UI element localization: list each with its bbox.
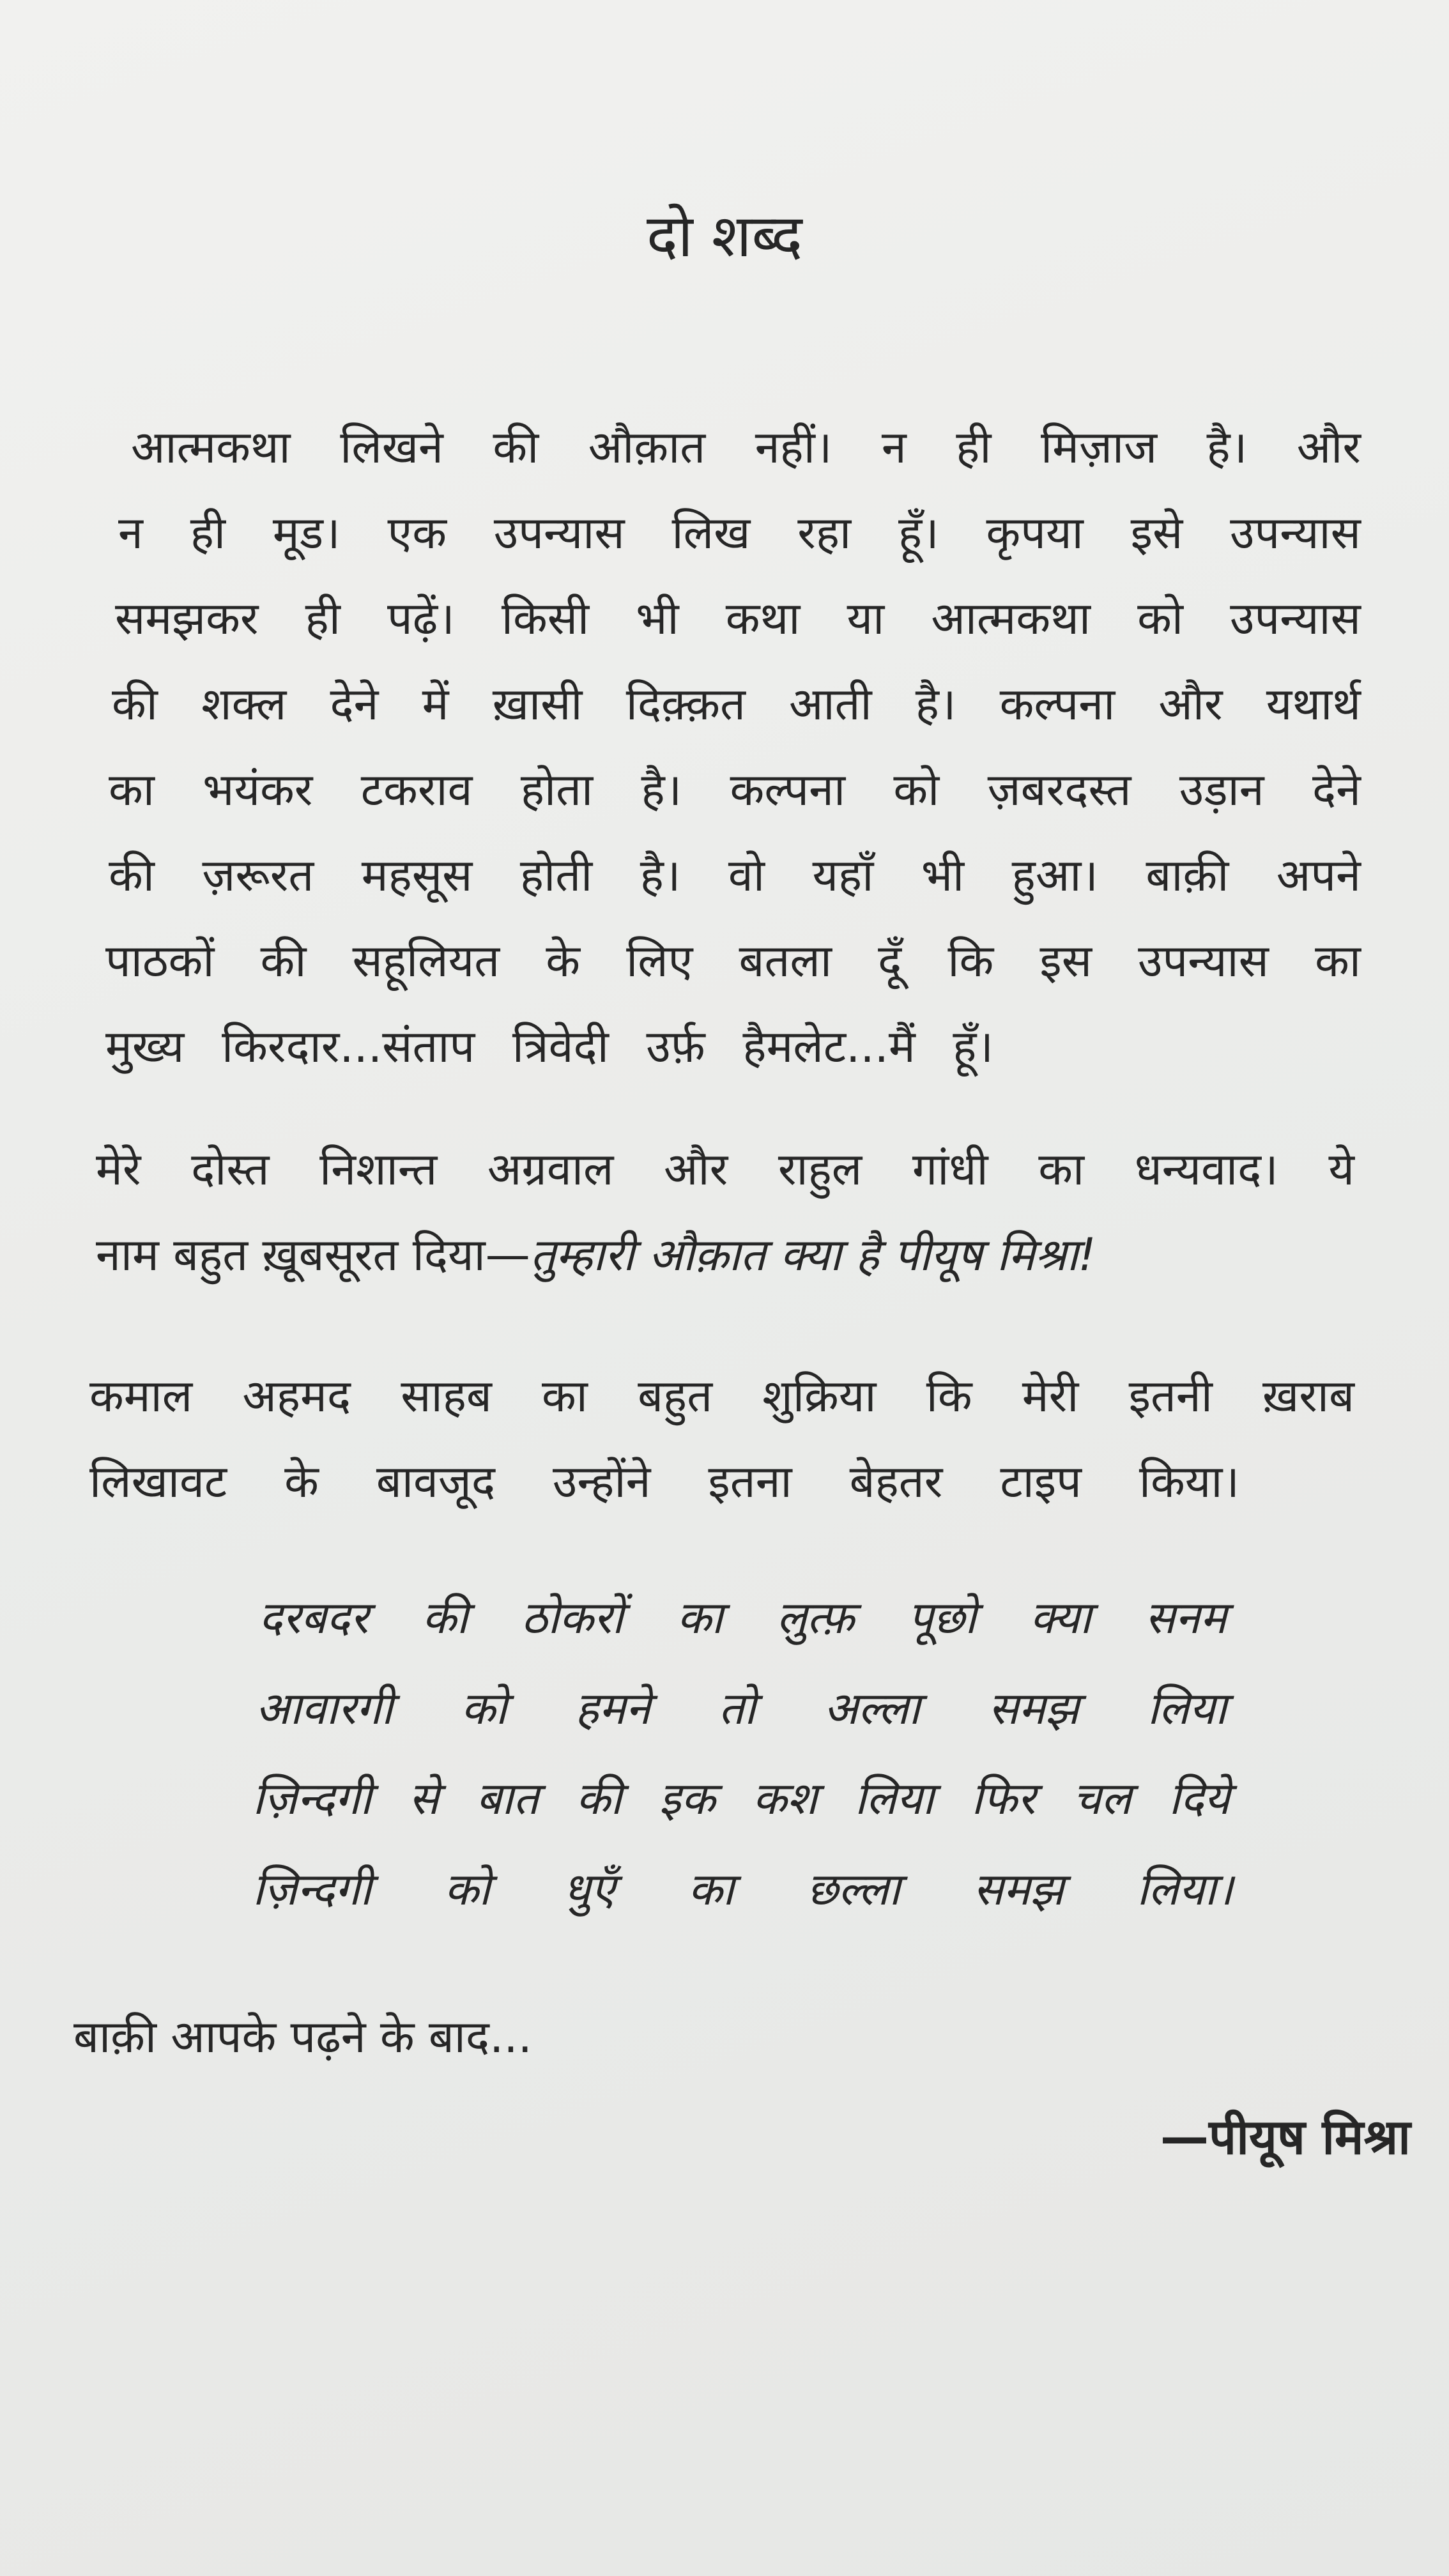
- text-line: न ही मूड। एक उपन्यास लिख रहा हूँ। कृपया इसे उपन्यास: [118, 507, 1361, 559]
- text-line: पाठकों की सहूलियत के लिए बतला दूँ कि इस उपन्यास का: [105, 935, 1361, 987]
- text-line: मुख्य किरदार...संताप त्रिवेदी उर्फ़ हैमलेट...मैं हूँ।: [105, 1020, 993, 1073]
- text-line: आत्मकथा लिखने की औक़ात नहीं। न ही मिज़ाज है। और: [131, 421, 1361, 473]
- text-line: मेरे दोस्त निशान्त अग्रवाल और राहुल गांधी का धन्यवाद। ये: [96, 1143, 1354, 1195]
- poem-line: आवारगी को हमने तो अल्ला समझ लिया: [256, 1682, 1227, 1735]
- text-line: कमाल अहमद साहब का बहुत शुक्रिया कि मेरी इतनी ख़राब: [89, 1370, 1354, 1422]
- closing-line: बाक़ी आपके पढ़ने के बाद...: [73, 2011, 532, 2063]
- text-line: लिखावट के बावजूद उन्होंने इतना बेहतर टाइप किया।: [89, 1455, 1239, 1508]
- poem-line: ज़िन्दगी से बात की इक कश लिया फिर चल दिये: [252, 1772, 1230, 1825]
- text-line: की ज़रूरत महसूस होती है। वो यहाँ भी हुआ। बाक़ी अपने: [109, 849, 1361, 901]
- poem-line: ज़िन्दगी को धुएँ का छल्ला समझ लिया।: [252, 1863, 1233, 1915]
- poem-line: दरबदर की ठोकरों का लुत्फ़ पूछो क्या सनम: [259, 1591, 1227, 1644]
- text-line: नाम बहुत ख़ूबसूरत दिया—: [96, 1229, 530, 1281]
- page-title: दो शब्द: [647, 202, 802, 270]
- text-line: समझकर ही पढ़ें। किसी भी कथा या आत्मकथा को उपन्यास: [115, 592, 1361, 645]
- author-signature: —पीयूष मिश्रा: [1160, 2108, 1411, 2165]
- text-line: की शक्ल देने में ख़ासी दिक़्क़त आती है। कल्पना और यथार्थ: [112, 678, 1361, 730]
- text-line: का भयंकर टकराव होता है। कल्पना को ज़बरदस्त उड़ान देने: [109, 763, 1361, 816]
- book-title-italic: तुम्हारी औक़ात क्या है पीयूष मिश्रा!: [530, 1229, 1096, 1281]
